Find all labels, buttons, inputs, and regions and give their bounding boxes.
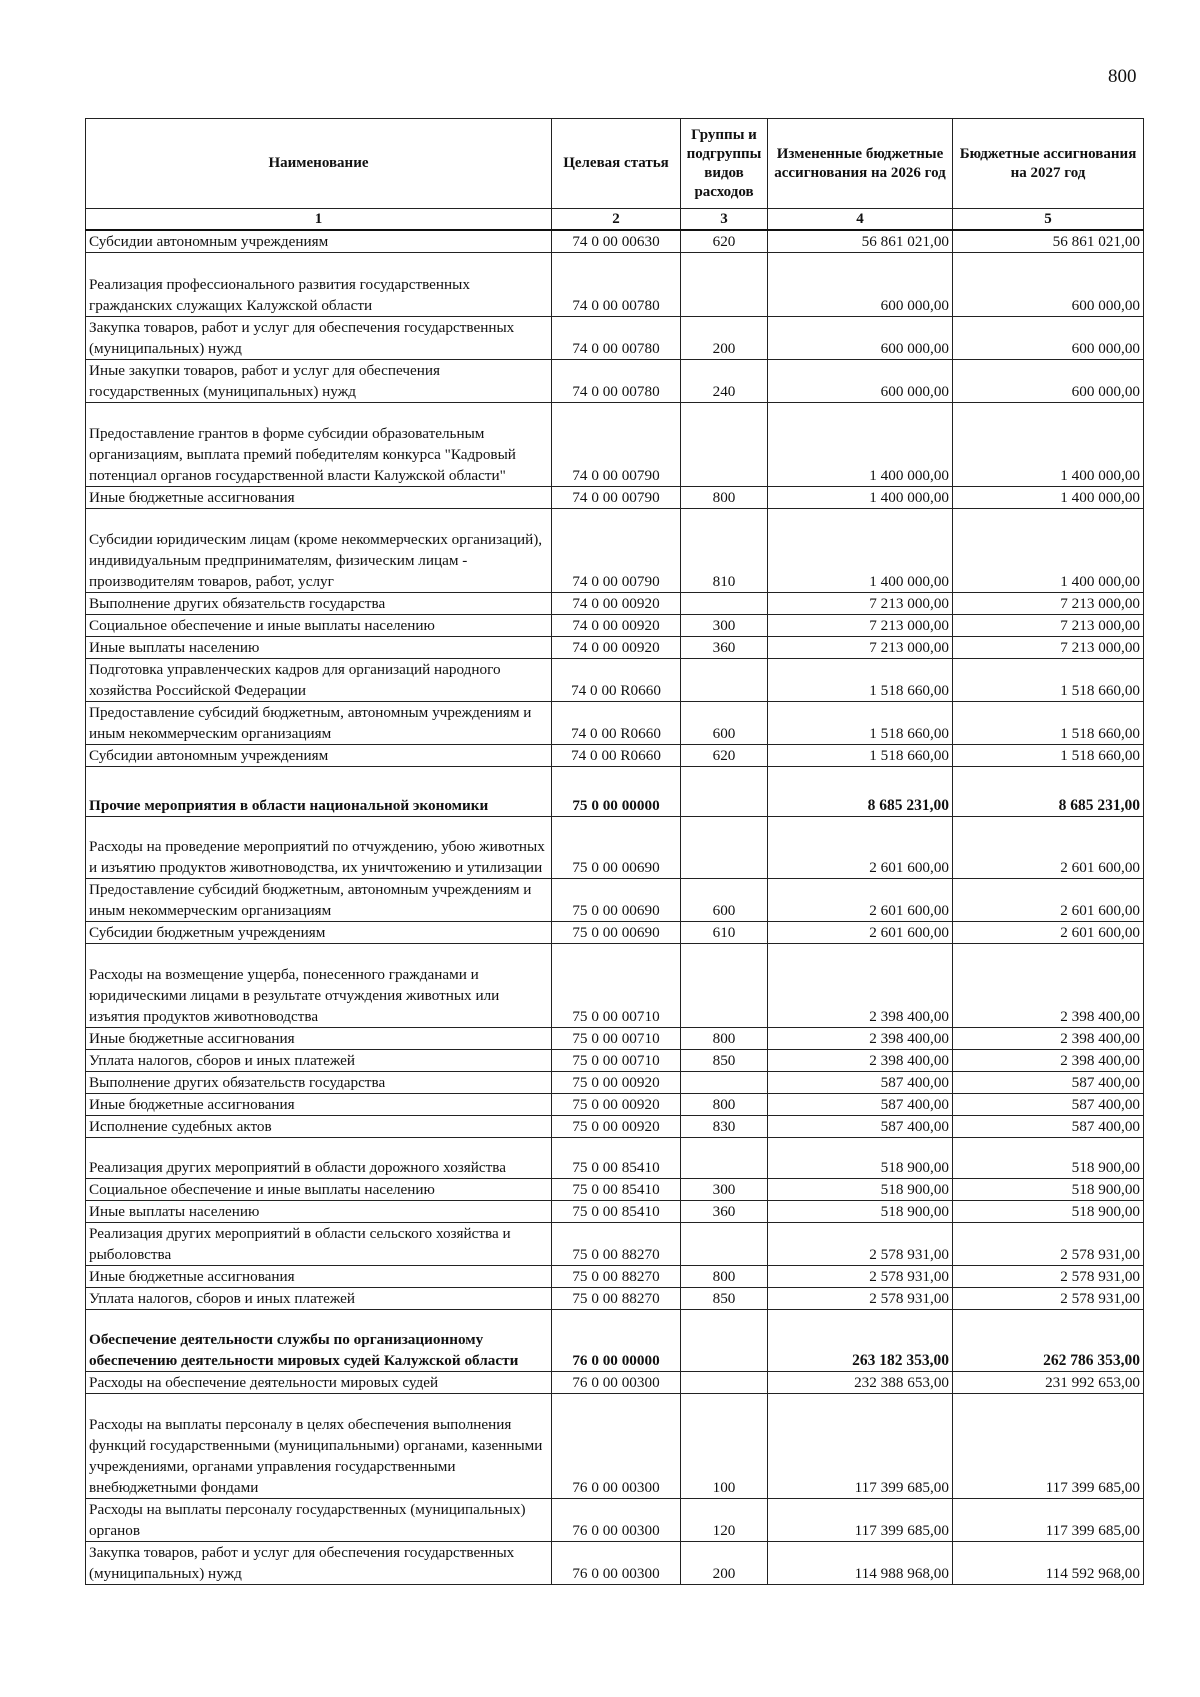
row-group bbox=[681, 1072, 768, 1094]
row-value-2027: 600 000,00 bbox=[953, 360, 1144, 403]
table-row bbox=[86, 253, 1144, 317]
table-row bbox=[86, 1223, 1144, 1266]
row-value-2026: 2 578 931,00 bbox=[768, 1223, 953, 1266]
row-group bbox=[681, 593, 768, 615]
row-group bbox=[681, 1372, 768, 1394]
header-group: Группы и подгруппы видов расходов bbox=[681, 119, 768, 209]
row-value-2027: 587 400,00 bbox=[953, 1072, 1144, 1094]
header-2027: Бюджетные ассигнования на 2027 год bbox=[953, 119, 1144, 209]
row-value-2027: 2 578 931,00 bbox=[953, 1223, 1144, 1266]
table-row bbox=[86, 1288, 1144, 1310]
table-row bbox=[86, 659, 1144, 702]
row-group bbox=[681, 944, 768, 1028]
row-value-2027: 56 861 021,00 bbox=[953, 230, 1144, 253]
row-code: 74 0 00 00920 bbox=[552, 615, 681, 637]
row-group: 360 bbox=[681, 1201, 768, 1223]
row-code: 74 0 00 R0660 bbox=[552, 659, 681, 702]
row-value-2026: 587 400,00 bbox=[768, 1094, 953, 1116]
row-value-2027: 1 518 660,00 bbox=[953, 702, 1144, 745]
table-row bbox=[86, 879, 1144, 922]
row-value-2026: 2 398 400,00 bbox=[768, 944, 953, 1028]
row-value-2027: 1 518 660,00 bbox=[953, 745, 1144, 767]
row-code: 74 0 00 R0660 bbox=[552, 745, 681, 767]
row-value-2026: 2 578 931,00 bbox=[768, 1266, 953, 1288]
row-name: Закупка товаров, работ и услуг для обеспечения государственных (муниципальных) нужд bbox=[86, 1542, 552, 1585]
column-number: 4 bbox=[768, 209, 953, 231]
row-group: 600 bbox=[681, 879, 768, 922]
table-row bbox=[86, 1138, 1144, 1179]
row-code: 75 0 00 85410 bbox=[552, 1138, 681, 1179]
table-row bbox=[86, 1310, 1144, 1372]
row-value-2026: 7 213 000,00 bbox=[768, 637, 953, 659]
header-2026: Измененные бюджетные ассигнования на 2026 год bbox=[768, 119, 953, 209]
row-value-2027: 262 786 353,00 bbox=[953, 1310, 1144, 1372]
table-row bbox=[86, 317, 1144, 360]
row-value-2027: 2 578 931,00 bbox=[953, 1266, 1144, 1288]
row-value-2026: 56 861 021,00 bbox=[768, 230, 953, 253]
row-name: Предоставление субсидий бюджетным, автономным учреждениям и иным некоммерческим организациям bbox=[86, 879, 552, 922]
table-row bbox=[86, 1266, 1144, 1288]
row-code: 75 0 00 88270 bbox=[552, 1288, 681, 1310]
row-name: Иные закупки товаров, работ и услуг для обеспечения государственных (муниципальных) нужд bbox=[86, 360, 552, 403]
row-value-2026: 518 900,00 bbox=[768, 1179, 953, 1201]
row-value-2027: 1 400 000,00 bbox=[953, 509, 1144, 593]
row-group: 800 bbox=[681, 487, 768, 509]
row-value-2026: 1 518 660,00 bbox=[768, 745, 953, 767]
table-row bbox=[86, 1201, 1144, 1223]
row-value-2026: 2 398 400,00 bbox=[768, 1050, 953, 1072]
row-name: Предоставление субсидий бюджетным, автономным учреждениям и иным некоммерческим организациям bbox=[86, 702, 552, 745]
table-row bbox=[86, 403, 1144, 487]
row-name: Расходы на выплаты персоналу в целях обеспечения выполнения функций государственными (муниципальными) органами, казенными учреждениями, органами управления государственными внебюджетными фондами bbox=[86, 1394, 552, 1499]
row-value-2026: 2 398 400,00 bbox=[768, 1028, 953, 1050]
row-group bbox=[681, 403, 768, 487]
row-group bbox=[681, 1310, 768, 1372]
table-row bbox=[86, 360, 1144, 403]
row-value-2026: 2 601 600,00 bbox=[768, 817, 953, 879]
row-value-2026: 1 518 660,00 bbox=[768, 659, 953, 702]
row-name: Субсидии автономным учреждениям bbox=[86, 230, 552, 253]
row-value-2026: 600 000,00 bbox=[768, 317, 953, 360]
row-value-2026: 232 388 653,00 bbox=[768, 1372, 953, 1394]
row-value-2026: 587 400,00 bbox=[768, 1072, 953, 1094]
table-row bbox=[86, 702, 1144, 745]
table-row bbox=[86, 1499, 1144, 1542]
row-code: 75 0 00 00710 bbox=[552, 944, 681, 1028]
row-group bbox=[681, 1223, 768, 1266]
row-code: 75 0 00 00710 bbox=[552, 1028, 681, 1050]
column-number: 1 bbox=[86, 209, 552, 231]
row-code: 74 0 00 00780 bbox=[552, 317, 681, 360]
row-name: Реализация профессионального развития государственных гражданских служащих Калужской области bbox=[86, 253, 552, 317]
row-name: Иные бюджетные ассигнования bbox=[86, 1094, 552, 1116]
row-value-2026: 600 000,00 bbox=[768, 253, 953, 317]
row-group: 360 bbox=[681, 637, 768, 659]
table-row bbox=[86, 637, 1144, 659]
row-value-2026: 587 400,00 bbox=[768, 1116, 953, 1138]
row-value-2026: 1 400 000,00 bbox=[768, 509, 953, 593]
row-code: 75 0 00 88270 bbox=[552, 1223, 681, 1266]
row-name: Расходы на возмещение ущерба, понесенного гражданами и юридическими лицами в результате отчуждения животных или изъятия продуктов животноводства bbox=[86, 944, 552, 1028]
row-group: 120 bbox=[681, 1499, 768, 1542]
table-row bbox=[86, 230, 1144, 253]
row-name: Расходы на обеспечение деятельности мировых судей bbox=[86, 1372, 552, 1394]
budget-table bbox=[85, 118, 1144, 1585]
row-group bbox=[681, 817, 768, 879]
row-code: 76 0 00 00300 bbox=[552, 1372, 681, 1394]
column-number: 3 bbox=[681, 209, 768, 231]
column-number: 5 bbox=[953, 209, 1144, 231]
table-row bbox=[86, 767, 1144, 817]
row-group: 610 bbox=[681, 922, 768, 944]
row-name: Подготовка управленческих кадров для организаций народного хозяйства Российской Федерации bbox=[86, 659, 552, 702]
row-name: Предоставление грантов в форме субсидии образовательным организациям, выплата премий победителям конкурса "Кадровый потенциал органов государственной власти Калужской области" bbox=[86, 403, 552, 487]
row-code: 75 0 00 00920 bbox=[552, 1094, 681, 1116]
row-group: 620 bbox=[681, 745, 768, 767]
row-group bbox=[681, 767, 768, 817]
row-code: 74 0 00 00780 bbox=[552, 253, 681, 317]
row-group: 850 bbox=[681, 1288, 768, 1310]
row-value-2026: 1 400 000,00 bbox=[768, 403, 953, 487]
row-name: Расходы на проведение мероприятий по отчуждению, убою животных и изъятию продуктов животноводства, их уничтожению и утилизации bbox=[86, 817, 552, 879]
row-value-2026: 518 900,00 bbox=[768, 1201, 953, 1223]
row-value-2027: 231 992 653,00 bbox=[953, 1372, 1144, 1394]
row-value-2026: 263 182 353,00 bbox=[768, 1310, 953, 1372]
header-name: Наименование bbox=[86, 119, 552, 209]
row-name: Реализация других мероприятий в области дорожного хозяйства bbox=[86, 1138, 552, 1179]
row-code: 76 0 00 00300 bbox=[552, 1394, 681, 1499]
row-group: 800 bbox=[681, 1266, 768, 1288]
row-value-2027: 1 400 000,00 bbox=[953, 487, 1144, 509]
row-name: Прочие мероприятия в области национальной экономики bbox=[86, 767, 552, 817]
row-value-2027: 2 398 400,00 bbox=[953, 1050, 1144, 1072]
table-row bbox=[86, 944, 1144, 1028]
table-row bbox=[86, 1542, 1144, 1585]
row-group: 600 bbox=[681, 702, 768, 745]
row-group: 850 bbox=[681, 1050, 768, 1072]
row-value-2027: 2 398 400,00 bbox=[953, 1028, 1144, 1050]
table-row bbox=[86, 1028, 1144, 1050]
row-code: 74 0 00 00780 bbox=[552, 360, 681, 403]
table-row bbox=[86, 615, 1144, 637]
row-name: Обеспечение деятельности службы по организационному обеспечению деятельности мировых судей Калужской области bbox=[86, 1310, 552, 1372]
row-code: 75 0 00 85410 bbox=[552, 1201, 681, 1223]
row-code: 74 0 00 00920 bbox=[552, 593, 681, 615]
header-code: Целевая статья bbox=[552, 119, 681, 209]
row-name: Закупка товаров, работ и услуг для обеспечения государственных (муниципальных) нужд bbox=[86, 317, 552, 360]
table-body bbox=[86, 230, 1144, 1585]
row-value-2026: 2 578 931,00 bbox=[768, 1288, 953, 1310]
row-code: 75 0 00 00920 bbox=[552, 1116, 681, 1138]
table-row bbox=[86, 487, 1144, 509]
row-name: Реализация других мероприятий в области сельского хозяйства и рыболовства bbox=[86, 1223, 552, 1266]
row-code: 74 0 00 00790 bbox=[552, 403, 681, 487]
row-name: Социальное обеспечение и иные выплаты населению bbox=[86, 615, 552, 637]
row-group: 200 bbox=[681, 317, 768, 360]
row-value-2026: 8 685 231,00 bbox=[768, 767, 953, 817]
table-header bbox=[86, 119, 1144, 231]
row-code: 74 0 00 00630 bbox=[552, 230, 681, 253]
row-value-2027: 117 399 685,00 bbox=[953, 1499, 1144, 1542]
table-row bbox=[86, 745, 1144, 767]
row-value-2026: 1 518 660,00 bbox=[768, 702, 953, 745]
row-group bbox=[681, 1138, 768, 1179]
row-name: Расходы на выплаты персоналу государственных (муниципальных) органов bbox=[86, 1499, 552, 1542]
row-name: Иные выплаты населению bbox=[86, 1201, 552, 1223]
row-code: 74 0 00 00920 bbox=[552, 637, 681, 659]
row-value-2027: 2 578 931,00 bbox=[953, 1288, 1144, 1310]
row-name: Социальное обеспечение и иные выплаты населению bbox=[86, 1179, 552, 1201]
row-value-2027: 518 900,00 bbox=[953, 1179, 1144, 1201]
row-group: 620 bbox=[681, 230, 768, 253]
page-number: 800 bbox=[1108, 66, 1137, 87]
row-value-2026: 2 601 600,00 bbox=[768, 922, 953, 944]
column-number: 2 bbox=[552, 209, 681, 231]
row-value-2027: 114 592 968,00 bbox=[953, 1542, 1144, 1585]
row-code: 75 0 00 00690 bbox=[552, 922, 681, 944]
row-value-2026: 117 399 685,00 bbox=[768, 1394, 953, 1499]
row-code: 75 0 00 00690 bbox=[552, 879, 681, 922]
table-row bbox=[86, 1116, 1144, 1138]
row-code: 75 0 00 00920 bbox=[552, 1072, 681, 1094]
row-value-2026: 518 900,00 bbox=[768, 1138, 953, 1179]
row-group: 200 bbox=[681, 1542, 768, 1585]
row-code: 76 0 00 00000 bbox=[552, 1310, 681, 1372]
row-group: 800 bbox=[681, 1028, 768, 1050]
row-value-2027: 7 213 000,00 bbox=[953, 637, 1144, 659]
row-name: Уплата налогов, сборов и иных платежей bbox=[86, 1050, 552, 1072]
row-group bbox=[681, 659, 768, 702]
row-code: 75 0 00 00690 bbox=[552, 817, 681, 879]
row-value-2027: 117 399 685,00 bbox=[953, 1394, 1144, 1499]
row-value-2027: 600 000,00 bbox=[953, 317, 1144, 360]
row-name: Иные бюджетные ассигнования bbox=[86, 487, 552, 509]
row-name: Иные бюджетные ассигнования bbox=[86, 1028, 552, 1050]
row-code: 75 0 00 88270 bbox=[552, 1266, 681, 1288]
row-code: 76 0 00 00300 bbox=[552, 1499, 681, 1542]
row-value-2027: 600 000,00 bbox=[953, 253, 1144, 317]
row-value-2027: 2 601 600,00 bbox=[953, 879, 1144, 922]
row-value-2027: 1 400 000,00 bbox=[953, 403, 1144, 487]
row-name: Выполнение других обязательств государства bbox=[86, 593, 552, 615]
table-row bbox=[86, 1179, 1144, 1201]
row-group: 300 bbox=[681, 1179, 768, 1201]
row-name: Выполнение других обязательств государства bbox=[86, 1072, 552, 1094]
row-group: 830 bbox=[681, 1116, 768, 1138]
row-value-2027: 7 213 000,00 bbox=[953, 615, 1144, 637]
row-name: Исполнение судебных актов bbox=[86, 1116, 552, 1138]
row-value-2026: 600 000,00 bbox=[768, 360, 953, 403]
row-value-2027: 587 400,00 bbox=[953, 1094, 1144, 1116]
row-code: 74 0 00 00790 bbox=[552, 487, 681, 509]
row-value-2026: 1 400 000,00 bbox=[768, 487, 953, 509]
row-code: 74 0 00 R0660 bbox=[552, 702, 681, 745]
row-name: Субсидии юридическим лицам (кроме некоммерческих организаций), индивидуальным предпринимателям, физическим лицам - производителям товаров, работ, услуг bbox=[86, 509, 552, 593]
table-row bbox=[86, 1050, 1144, 1072]
row-value-2027: 2 601 600,00 bbox=[953, 817, 1144, 879]
row-value-2026: 117 399 685,00 bbox=[768, 1499, 953, 1542]
row-group: 240 bbox=[681, 360, 768, 403]
row-value-2026: 114 988 968,00 bbox=[768, 1542, 953, 1585]
row-code: 76 0 00 00300 bbox=[552, 1542, 681, 1585]
row-name: Иные бюджетные ассигнования bbox=[86, 1266, 552, 1288]
row-name: Уплата налогов, сборов и иных платежей bbox=[86, 1288, 552, 1310]
table-row bbox=[86, 817, 1144, 879]
row-value-2027: 2 601 600,00 bbox=[953, 922, 1144, 944]
row-name: Иные выплаты населению bbox=[86, 637, 552, 659]
row-group: 100 bbox=[681, 1394, 768, 1499]
row-group: 810 bbox=[681, 509, 768, 593]
row-code: 74 0 00 00790 bbox=[552, 509, 681, 593]
table-row bbox=[86, 1372, 1144, 1394]
row-value-2027: 2 398 400,00 bbox=[953, 944, 1144, 1028]
table-row bbox=[86, 1394, 1144, 1499]
row-value-2027: 7 213 000,00 bbox=[953, 593, 1144, 615]
row-value-2027: 8 685 231,00 bbox=[953, 767, 1144, 817]
table-row bbox=[86, 1094, 1144, 1116]
row-value-2026: 2 601 600,00 bbox=[768, 879, 953, 922]
row-code: 75 0 00 00000 bbox=[552, 767, 681, 817]
row-code: 75 0 00 85410 bbox=[552, 1179, 681, 1201]
table-row bbox=[86, 922, 1144, 944]
table-row bbox=[86, 1072, 1144, 1094]
row-value-2027: 1 518 660,00 bbox=[953, 659, 1144, 702]
table-row bbox=[86, 509, 1144, 593]
row-value-2026: 7 213 000,00 bbox=[768, 593, 953, 615]
row-value-2027: 518 900,00 bbox=[953, 1138, 1144, 1179]
row-group: 800 bbox=[681, 1094, 768, 1116]
row-code: 75 0 00 00710 bbox=[552, 1050, 681, 1072]
row-name: Субсидии автономным учреждениям bbox=[86, 745, 552, 767]
row-value-2026: 7 213 000,00 bbox=[768, 615, 953, 637]
row-group: 300 bbox=[681, 615, 768, 637]
row-name: Субсидии бюджетным учреждениям bbox=[86, 922, 552, 944]
table-row bbox=[86, 593, 1144, 615]
row-group bbox=[681, 253, 768, 317]
row-value-2027: 587 400,00 bbox=[953, 1116, 1144, 1138]
row-value-2027: 518 900,00 bbox=[953, 1201, 1144, 1223]
